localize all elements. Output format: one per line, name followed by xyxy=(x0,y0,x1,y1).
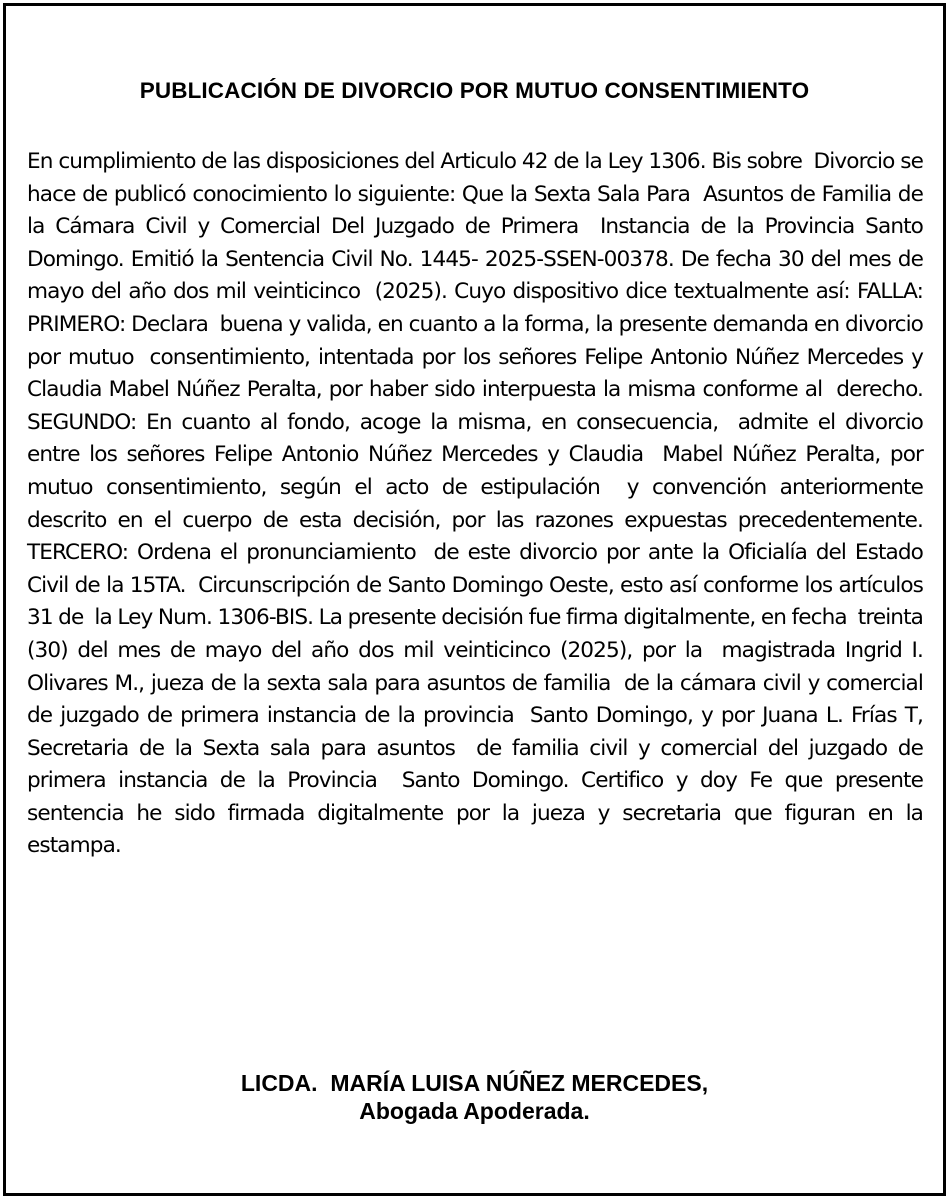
signature-name: LICDA. MARÍA LUISA NÚÑEZ MERCEDES, xyxy=(240,1070,709,1096)
notice-frame xyxy=(3,3,946,1196)
signature-block xyxy=(6,1069,943,1125)
notice-body: En cumplimiento de las disposiciones del Articulo 42 de la Ley 1306. Bis sobre Divorcio se hace de publicó conocimiento lo siguiente: Que la Sexta Sala Para Asuntos de Familia de la Cámara Civil y Comercial Del Juzgado de Primera Instancia de la Provincia Santo Domingo. Emitió la Sentencia Civil No. 1445- 2025-SSEN-00378. De fecha 30 del mes de mayo del año dos mil veinticinco (2025). Cuyo dispositivo dice textualmente así: FALLA: PRIMERO: Declara buena y valida, en cuanto a la forma, la presente demanda en divorcio por mutuo consentimiento, intentada por los señores Felipe Antonio Núñez Mercedes y Claudia Mabel Núñez Peralta, por haber sido interpuesta la misma conforme al derecho. SEGUNDO: En cuanto al fondo, acoge la misma, en consecuencia, admite el divorcio entre los señores Felipe Antonio Núñez Mercedes y Claudia Mabel Núñez Peralta, por mutuo consentimiento, según el acto de estipulación y convención anteriormente descrito en el cuerpo de esta decisión, por las razones expuestas precedentemente. TERCERO: Ordena el pronunciamiento de este divorcio por ante la Oficialía del Estado Civil de la 15TA. Circunscripción de Santo Domingo Oeste, esto así conforme los artículos 31 de la Ley Num. 1306-BIS. La presente decisión fue firma digitalmente, en fecha treinta (30) del mes de mayo del año dos mil veinticinco (2025), por la magistrada Ingrid I. Olivares M., jueza de la sexta sala para asuntos de familia de la cámara civil y comercial de juzgado de primera instancia de la provincia Santo Domingo, y por Juana L. Frías T, Secretaria de la Sexta sala para asuntos de familia civil y comercial del juzgado de primera instancia de la Provincia Santo Domingo. Certifico y doy Fe que presente sentencia he sido firmada digitalmente por la jueza y secretaria que figuran en la estampa. xyxy=(27,149,929,859)
signature-role: Abogada Apoderada. xyxy=(359,1098,590,1124)
notice-title: PUBLICACIÓN DE DIVORCIO POR MUTUO CONSENTIMIENTO xyxy=(139,78,810,103)
